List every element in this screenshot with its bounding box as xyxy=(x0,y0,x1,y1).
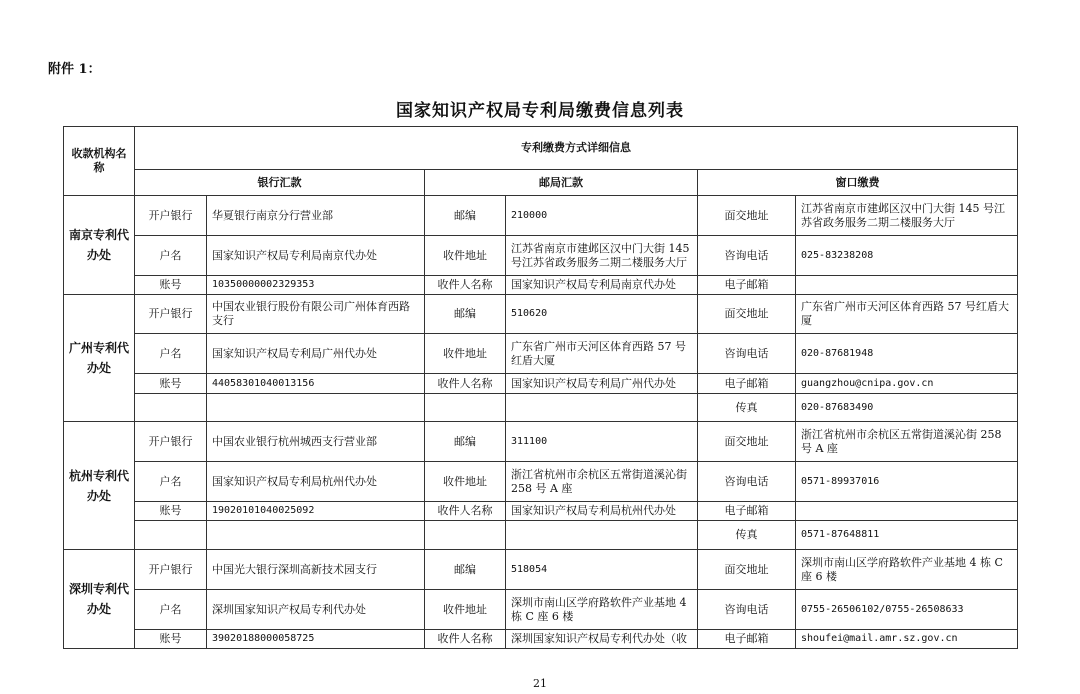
label-email: 电子邮箱 xyxy=(698,374,796,394)
empty-cell xyxy=(207,521,425,550)
label-submit-addr: 面交地址 xyxy=(698,422,796,462)
label-email: 电子邮箱 xyxy=(698,502,796,521)
header-row-detail xyxy=(64,127,1018,170)
table-row xyxy=(64,521,1018,550)
account-number: 39020188000058725 xyxy=(207,630,425,649)
office-name-nanjing: 南京专利代办处 xyxy=(64,196,135,295)
label-phone: 咨询电话 xyxy=(698,236,796,276)
label-bank-name: 开户银行 xyxy=(135,196,207,236)
attachment-label: 附件 1： xyxy=(48,62,101,77)
recipient-address: 江苏省南京市建邺区汉中门大街 145 号江苏省政务服务二期二楼服务大厅 xyxy=(506,236,698,276)
label-recipient-name: 收件人名称 xyxy=(425,630,506,649)
label-account-no: 账号 xyxy=(135,502,207,521)
office-name-hangzhou: 杭州专利代办处 xyxy=(64,422,135,550)
email: guangzhou@cnipa.gov.cn xyxy=(796,374,1018,394)
header-detail: 专利缴费方式详细信息 xyxy=(135,127,1018,170)
table-row xyxy=(64,374,1018,394)
page-number: 21 xyxy=(533,677,547,690)
table-row xyxy=(64,276,1018,295)
bank-name: 中国光大银行深圳高新技术园支行 xyxy=(207,550,425,590)
recipient-address: 深圳市南山区学府路软件产业基地 4 栋 C 座 6 楼 xyxy=(506,590,698,630)
label-bank-name: 开户银行 xyxy=(135,422,207,462)
label-recipient-addr: 收件地址 xyxy=(425,334,506,374)
label-postcode: 邮编 xyxy=(425,422,506,462)
label-postcode: 邮编 xyxy=(425,196,506,236)
table-row xyxy=(64,462,1018,502)
label-fax: 传真 xyxy=(698,521,796,550)
label-recipient-name: 收件人名称 xyxy=(425,276,506,295)
fax: 020-87683490 xyxy=(796,394,1018,422)
label-account-name: 户名 xyxy=(135,236,207,276)
label-submit-addr: 面交地址 xyxy=(698,550,796,590)
page-title: 国家知识产权局专利局缴费信息列表 xyxy=(396,101,684,121)
recipient-address: 浙江省杭州市余杭区五常街道溪沁街 258 号 A 座 xyxy=(506,462,698,502)
recipient-address: 广东省广州市天河区体育西路 57 号红盾大厦 xyxy=(506,334,698,374)
empty-cell xyxy=(425,521,506,550)
label-recipient-addr: 收件地址 xyxy=(425,462,506,502)
empty-cell xyxy=(425,394,506,422)
table-row xyxy=(64,422,1018,462)
postcode: 311100 xyxy=(506,422,698,462)
label-phone: 咨询电话 xyxy=(698,462,796,502)
label-account-name: 户名 xyxy=(135,334,207,374)
table-row xyxy=(64,334,1018,374)
label-postcode: 邮编 xyxy=(425,295,506,334)
label-submit-addr: 面交地址 xyxy=(698,295,796,334)
label-bank-name: 开户银行 xyxy=(135,550,207,590)
submit-address: 江苏省南京市建邺区汉中门大街 145 号江苏省政务服务二期二楼服务大厅 xyxy=(796,196,1018,236)
bank-name: 华夏银行南京分行营业部 xyxy=(207,196,425,236)
label-postcode: 邮编 xyxy=(425,550,506,590)
header-row-methods xyxy=(64,170,1018,196)
phone: 0571-89937016 xyxy=(796,462,1018,502)
header-org: 收款机构名称 xyxy=(64,127,135,196)
label-account-name: 户名 xyxy=(135,462,207,502)
postcode: 210000 xyxy=(506,196,698,236)
account-name: 国家知识产权局专利局杭州代办处 xyxy=(207,462,425,502)
label-account-no: 账号 xyxy=(135,374,207,394)
account-name: 国家知识产权局专利局南京代办处 xyxy=(207,236,425,276)
email: shoufei@mail.amr.sz.gov.cn xyxy=(796,630,1018,649)
recipient-name: 国家知识产权局专利局杭州代办处 xyxy=(506,502,698,521)
label-phone: 咨询电话 xyxy=(698,590,796,630)
bank-name: 中国农业银行杭州城西支行营业部 xyxy=(207,422,425,462)
empty-cell xyxy=(135,394,207,422)
label-recipient-name: 收件人名称 xyxy=(425,502,506,521)
office-name-shenzhen: 深圳专利代办处 xyxy=(64,550,135,649)
fee-info-table xyxy=(63,126,1018,649)
header-window: 窗口缴费 xyxy=(698,170,1018,196)
table-row xyxy=(64,502,1018,521)
label-phone: 咨询电话 xyxy=(698,334,796,374)
email xyxy=(796,502,1018,521)
recipient-name: 深圳国家知识产权局专利代办处（收 xyxy=(506,630,698,649)
table-row xyxy=(64,394,1018,422)
email xyxy=(796,276,1018,295)
table-row xyxy=(64,295,1018,334)
table-row xyxy=(64,550,1018,590)
label-recipient-addr: 收件地址 xyxy=(425,236,506,276)
empty-cell xyxy=(135,521,207,550)
label-recipient-name: 收件人名称 xyxy=(425,374,506,394)
account-name: 深圳国家知识产权局专利代办处 xyxy=(207,590,425,630)
phone: 0755-26506102/0755-26508633 xyxy=(796,590,1018,630)
label-bank-name: 开户银行 xyxy=(135,295,207,334)
table-row xyxy=(64,236,1018,276)
account-number: 10350000002329353 xyxy=(207,276,425,295)
submit-address: 广东省广州市天河区体育西路 57 号红盾大厦 xyxy=(796,295,1018,334)
account-number: 44058301040013156 xyxy=(207,374,425,394)
recipient-name: 国家知识产权局专利局广州代办处 xyxy=(506,374,698,394)
label-recipient-addr: 收件地址 xyxy=(425,590,506,630)
phone: 025-83238208 xyxy=(796,236,1018,276)
submit-address: 浙江省杭州市余杭区五常街道溪沁街 258 号 A 座 xyxy=(796,422,1018,462)
fax: 0571-87648811 xyxy=(796,521,1018,550)
header-post: 邮局汇款 xyxy=(425,170,698,196)
empty-cell xyxy=(207,394,425,422)
phone: 020-87681948 xyxy=(796,334,1018,374)
bank-name: 中国农业银行股份有限公司广州体育西路支行 xyxy=(207,295,425,334)
label-email: 电子邮箱 xyxy=(698,276,796,295)
submit-address: 深圳市南山区学府路软件产业基地 4 栋 C 座 6 楼 xyxy=(796,550,1018,590)
label-submit-addr: 面交地址 xyxy=(698,196,796,236)
account-name: 国家知识产权局专利局广州代办处 xyxy=(207,334,425,374)
header-bank: 银行汇款 xyxy=(135,170,425,196)
table-row xyxy=(64,196,1018,236)
office-name-guangzhou: 广州专利代办处 xyxy=(64,295,135,422)
table-row xyxy=(64,590,1018,630)
table-row xyxy=(64,630,1018,649)
label-fax: 传真 xyxy=(698,394,796,422)
label-email: 电子邮箱 xyxy=(698,630,796,649)
postcode: 518054 xyxy=(506,550,698,590)
empty-cell xyxy=(506,521,698,550)
label-account-no: 账号 xyxy=(135,276,207,295)
empty-cell xyxy=(506,394,698,422)
postcode: 510620 xyxy=(506,295,698,334)
recipient-name: 国家知识产权局专利局南京代办处 xyxy=(506,276,698,295)
label-account-name: 户名 xyxy=(135,590,207,630)
account-number: 19020101040025092 xyxy=(207,502,425,521)
label-account-no: 账号 xyxy=(135,630,207,649)
